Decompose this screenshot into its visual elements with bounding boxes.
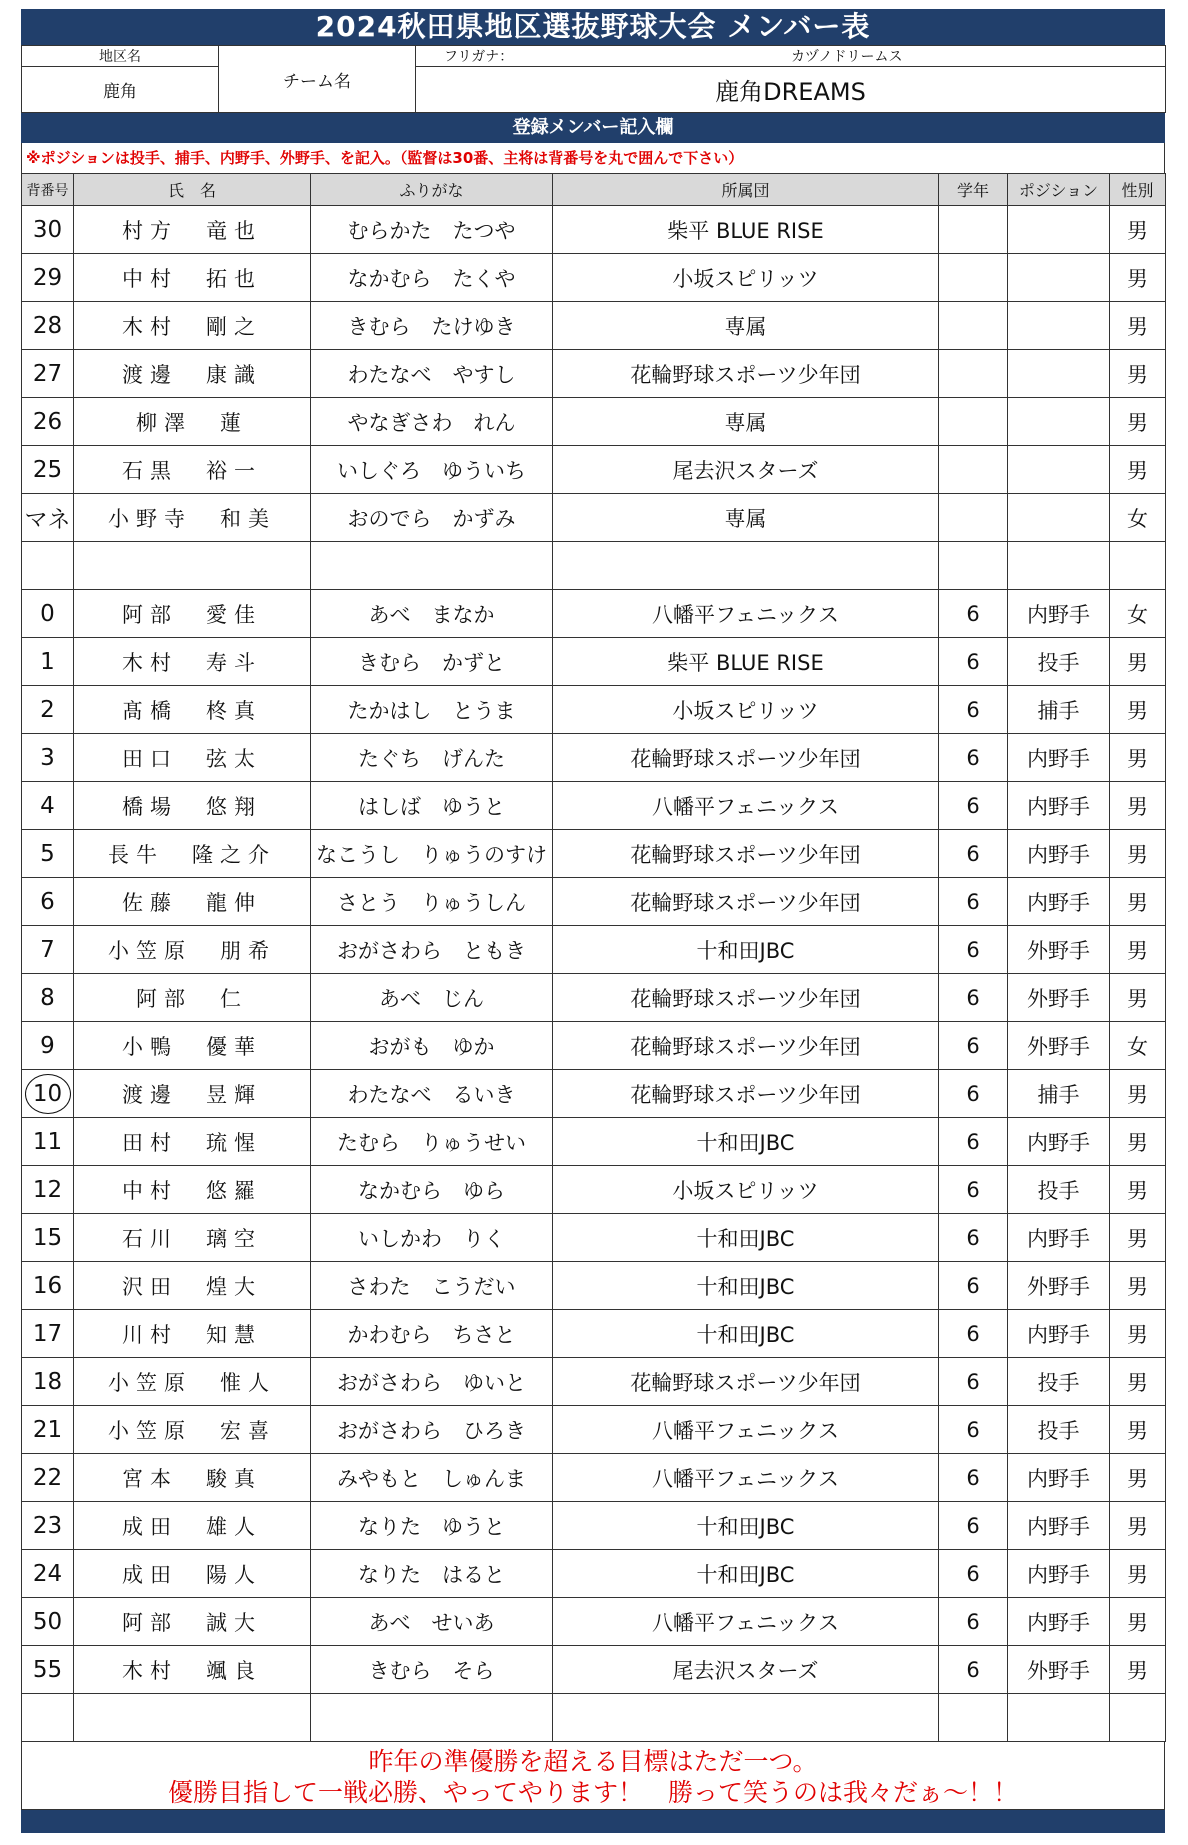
member-row xyxy=(22,1502,1166,1550)
furigana-label: フリガナ： xyxy=(444,49,514,65)
member-furigana: きむら たけゆき xyxy=(311,302,553,350)
member-grade: 6 xyxy=(939,1070,1008,1118)
member-name: 石川 璃空 xyxy=(74,1214,311,1262)
member-name: 沢田 煌大 xyxy=(74,1262,311,1310)
member-grade: 6 xyxy=(939,1598,1008,1646)
member-team: 十和田JBC xyxy=(553,1550,939,1598)
member-number: 17 xyxy=(22,1310,74,1358)
member-name: 川村 知慧 xyxy=(74,1310,311,1358)
member-team: 専属 xyxy=(553,302,939,350)
member-row xyxy=(22,1166,1166,1214)
member-grade xyxy=(939,206,1008,254)
col-name: 氏 名 xyxy=(74,174,311,206)
member-grade xyxy=(939,446,1008,494)
team-info-table xyxy=(21,45,1166,113)
member-row xyxy=(22,1406,1166,1454)
member-gender: 男 xyxy=(1110,398,1166,446)
member-grade xyxy=(939,1694,1008,1742)
furigana-value: カヅノドリームス xyxy=(791,49,903,65)
member-gender xyxy=(1110,1694,1166,1742)
member-furigana: おがも ゆか xyxy=(311,1022,553,1070)
member-team: 十和田JBC xyxy=(553,1118,939,1166)
member-position xyxy=(1008,1694,1110,1742)
member-furigana: わたなべ るいき xyxy=(311,1070,553,1118)
member-team: 十和田JBC xyxy=(553,1262,939,1310)
member-team: 花輪野球スポーツ少年団 xyxy=(553,350,939,398)
member-number: 7 xyxy=(22,926,74,974)
member-row xyxy=(22,302,1166,350)
member-gender: 男 xyxy=(1110,350,1166,398)
member-row xyxy=(22,542,1166,590)
member-number: 30 xyxy=(22,206,74,254)
member-name: 木村 寿斗 xyxy=(74,638,311,686)
member-name: 阿部 仁 xyxy=(74,974,311,1022)
member-team: 十和田JBC xyxy=(553,1214,939,1262)
member-row xyxy=(22,782,1166,830)
member-number: 23 xyxy=(22,1502,74,1550)
member-team: 八幡平フェニックス xyxy=(553,1406,939,1454)
member-team: 花輪野球スポーツ少年団 xyxy=(553,734,939,782)
member-position: 内野手 xyxy=(1008,782,1110,830)
furigana-cell xyxy=(416,46,1166,67)
member-gender: 男 xyxy=(1110,1502,1166,1550)
member-team: 花輪野球スポーツ少年団 xyxy=(553,1358,939,1406)
member-gender: 男 xyxy=(1110,1070,1166,1118)
member-furigana: きむら そら xyxy=(311,1646,553,1694)
member-grade: 6 xyxy=(939,1406,1008,1454)
member-furigana: なりた ゆうと xyxy=(311,1502,553,1550)
team-name-value: 鹿角DREAMS xyxy=(416,67,1166,113)
member-number: 1 xyxy=(22,638,74,686)
member-furigana: あべ まなか xyxy=(311,590,553,638)
member-name: 木村 颯良 xyxy=(74,1646,311,1694)
member-gender: 男 xyxy=(1110,1166,1166,1214)
member-team: 花輪野球スポーツ少年団 xyxy=(553,878,939,926)
member-number: 55 xyxy=(22,1646,74,1694)
member-name: 成田 雄人 xyxy=(74,1502,311,1550)
member-grade: 6 xyxy=(939,1502,1008,1550)
member-gender: 男 xyxy=(1110,206,1166,254)
member-number: 29 xyxy=(22,254,74,302)
member-grade: 6 xyxy=(939,926,1008,974)
member-number: 27 xyxy=(22,350,74,398)
member-name: 中村 拓也 xyxy=(74,254,311,302)
member-name: 橋場 悠翔 xyxy=(74,782,311,830)
member-position: 内野手 xyxy=(1008,734,1110,782)
member-furigana: かわむら ちさと xyxy=(311,1310,553,1358)
member-name xyxy=(74,1694,311,1742)
member-grade: 6 xyxy=(939,1262,1008,1310)
member-gender: 男 xyxy=(1110,1406,1166,1454)
member-gender: 男 xyxy=(1110,1454,1166,1502)
member-name: 宮本 駿真 xyxy=(74,1454,311,1502)
member-number: 5 xyxy=(22,830,74,878)
member-gender: 男 xyxy=(1110,878,1166,926)
member-gender: 女 xyxy=(1110,590,1166,638)
col-grade: 学年 xyxy=(939,174,1008,206)
member-team: 専属 xyxy=(553,398,939,446)
member-team: 八幡平フェニックス xyxy=(553,782,939,830)
member-number: 26 xyxy=(22,398,74,446)
member-number: 22 xyxy=(22,1454,74,1502)
district-value: 鹿角 xyxy=(22,67,219,113)
member-number: 12 xyxy=(22,1166,74,1214)
position-note: ※ポジションは投手、捕手、内野手、外野手、を記入。（監督は30番、主将は背番号を丸で囲んで下さい） xyxy=(21,143,1165,173)
member-position: 投手 xyxy=(1008,1166,1110,1214)
member-gender: 男 xyxy=(1110,446,1166,494)
member-row xyxy=(22,254,1166,302)
member-number xyxy=(22,542,74,590)
member-gender: 男 xyxy=(1110,302,1166,350)
member-grade: 6 xyxy=(939,1454,1008,1502)
member-name: 成田 陽人 xyxy=(74,1550,311,1598)
member-furigana: おがさわら ともき xyxy=(311,926,553,974)
member-team: 花輪野球スポーツ少年団 xyxy=(553,830,939,878)
member-position: 内野手 xyxy=(1008,1502,1110,1550)
sheet-title: 2024秋田県地区選抜野球大会 メンバー表 xyxy=(21,9,1165,45)
member-grade: 6 xyxy=(939,734,1008,782)
message-line-2: 優勝目指して一戦必勝、やってやります！ 勝って笑うのは我々だぁ～！！ xyxy=(167,1778,1018,1807)
member-grade xyxy=(939,494,1008,542)
col-furigana: ふりがな xyxy=(311,174,553,206)
member-name: 小笠原 惟人 xyxy=(74,1358,311,1406)
member-row xyxy=(22,1118,1166,1166)
member-gender: 女 xyxy=(1110,1022,1166,1070)
member-furigana: おがさわら ゆいと xyxy=(311,1358,553,1406)
member-grade: 6 xyxy=(939,590,1008,638)
member-gender: 男 xyxy=(1110,734,1166,782)
member-position: 内野手 xyxy=(1008,1310,1110,1358)
member-grade: 6 xyxy=(939,830,1008,878)
member-position xyxy=(1008,254,1110,302)
member-row xyxy=(22,830,1166,878)
member-position: 捕手 xyxy=(1008,686,1110,734)
member-grade: 6 xyxy=(939,1118,1008,1166)
member-row xyxy=(22,734,1166,782)
member-gender: 男 xyxy=(1110,1262,1166,1310)
team-label: チーム名 xyxy=(219,46,416,113)
member-furigana: やなぎさわ れん xyxy=(311,398,553,446)
member-grade xyxy=(939,254,1008,302)
member-team: 花輪野球スポーツ少年団 xyxy=(553,1070,939,1118)
member-furigana xyxy=(311,1694,553,1742)
member-grade xyxy=(939,542,1008,590)
member-furigana: なりた はると xyxy=(311,1550,553,1598)
column-header-row xyxy=(22,174,1166,206)
member-table xyxy=(21,173,1166,1742)
member-grade: 6 xyxy=(939,686,1008,734)
member-gender: 男 xyxy=(1110,638,1166,686)
member-position: 捕手 xyxy=(1008,1070,1110,1118)
member-name: 小笠原 宏喜 xyxy=(74,1406,311,1454)
member-position xyxy=(1008,542,1110,590)
member-row xyxy=(22,590,1166,638)
member-name: 中村 悠羅 xyxy=(74,1166,311,1214)
member-name: 田村 琉惺 xyxy=(74,1118,311,1166)
member-furigana: なこうし りゅうのすけ xyxy=(311,830,553,878)
registration-header: 登録メンバー記入欄 xyxy=(21,113,1165,143)
member-furigana: さわた こうだい xyxy=(311,1262,553,1310)
member-name: 渡邊 康識 xyxy=(74,350,311,398)
member-grade: 6 xyxy=(939,1214,1008,1262)
member-team: 小坂スピリッツ xyxy=(553,686,939,734)
member-number: 18 xyxy=(22,1358,74,1406)
member-team: 八幡平フェニックス xyxy=(553,1454,939,1502)
member-row xyxy=(22,974,1166,1022)
member-row xyxy=(22,1022,1166,1070)
member-number: 28 xyxy=(22,302,74,350)
member-number: 2 xyxy=(22,686,74,734)
member-gender: 男 xyxy=(1110,1310,1166,1358)
member-gender: 男 xyxy=(1110,686,1166,734)
member-grade: 6 xyxy=(939,1550,1008,1598)
member-number: 15 xyxy=(22,1214,74,1262)
member-position: 内野手 xyxy=(1008,590,1110,638)
member-gender: 男 xyxy=(1110,1214,1166,1262)
member-team: 花輪野球スポーツ少年団 xyxy=(553,974,939,1022)
member-row xyxy=(22,446,1166,494)
member-furigana: むらかた たつや xyxy=(311,206,553,254)
member-position: 外野手 xyxy=(1008,1022,1110,1070)
member-number xyxy=(22,1694,74,1742)
member-row xyxy=(22,398,1166,446)
member-team xyxy=(553,1694,939,1742)
member-row xyxy=(22,350,1166,398)
member-position xyxy=(1008,350,1110,398)
member-furigana: いしぐろ ゆういち xyxy=(311,446,553,494)
member-number xyxy=(22,1070,74,1118)
member-furigana: おがさわら ひろき xyxy=(311,1406,553,1454)
member-team: 八幡平フェニックス xyxy=(553,1598,939,1646)
member-grade: 6 xyxy=(939,782,1008,830)
member-row xyxy=(22,1646,1166,1694)
member-team: 尾去沢スターズ xyxy=(553,1646,939,1694)
member-position xyxy=(1008,206,1110,254)
captain-number-circle: 10 xyxy=(25,1074,71,1114)
member-row xyxy=(22,686,1166,734)
member-gender: 男 xyxy=(1110,974,1166,1022)
member-name: 阿部 愛佳 xyxy=(74,590,311,638)
member-team xyxy=(553,542,939,590)
member-row xyxy=(22,1550,1166,1598)
district-label: 地区名 xyxy=(22,46,219,67)
member-grade xyxy=(939,350,1008,398)
member-team: 小坂スピリッツ xyxy=(553,254,939,302)
member-gender: 男 xyxy=(1110,830,1166,878)
member-number: 8 xyxy=(22,974,74,1022)
member-furigana: たぐち げんた xyxy=(311,734,553,782)
member-gender: 女 xyxy=(1110,494,1166,542)
member-team: 花輪野球スポーツ少年団 xyxy=(553,1022,939,1070)
member-furigana: たむら りゅうせい xyxy=(311,1118,553,1166)
member-position: 内野手 xyxy=(1008,1550,1110,1598)
member-number: 16 xyxy=(22,1262,74,1310)
member-row xyxy=(22,926,1166,974)
member-name: 髙橋 柊真 xyxy=(74,686,311,734)
member-number: 24 xyxy=(22,1550,74,1598)
member-gender: 男 xyxy=(1110,1598,1166,1646)
member-team: 小坂スピリッツ xyxy=(553,1166,939,1214)
member-name: 佐藤 龍伸 xyxy=(74,878,311,926)
member-grade: 6 xyxy=(939,1358,1008,1406)
member-position: 内野手 xyxy=(1008,1598,1110,1646)
member-grade: 6 xyxy=(939,1646,1008,1694)
member-grade: 6 xyxy=(939,1310,1008,1358)
member-team: 専属 xyxy=(553,494,939,542)
member-furigana: わたなべ やすし xyxy=(311,350,553,398)
member-row xyxy=(22,1310,1166,1358)
member-row xyxy=(22,1262,1166,1310)
col-gender: 性別 xyxy=(1110,174,1166,206)
member-row xyxy=(22,1694,1166,1742)
member-number: マネ xyxy=(22,494,74,542)
member-furigana: なかむら ゆら xyxy=(311,1166,553,1214)
member-grade: 6 xyxy=(939,1166,1008,1214)
member-number: 25 xyxy=(22,446,74,494)
member-number: 21 xyxy=(22,1406,74,1454)
member-name: 小笠原 朋希 xyxy=(74,926,311,974)
member-grade: 6 xyxy=(939,1022,1008,1070)
member-position: 投手 xyxy=(1008,638,1110,686)
member-row xyxy=(22,638,1166,686)
member-position: 外野手 xyxy=(1008,1262,1110,1310)
member-row xyxy=(22,1598,1166,1646)
member-position xyxy=(1008,494,1110,542)
member-gender: 男 xyxy=(1110,1646,1166,1694)
member-number: 0 xyxy=(22,590,74,638)
member-gender: 男 xyxy=(1110,1118,1166,1166)
member-row xyxy=(22,1070,1166,1118)
member-team: 柴平 BLUE RISE xyxy=(553,638,939,686)
member-furigana: たかはし とうま xyxy=(311,686,553,734)
member-name: 村方 竜也 xyxy=(74,206,311,254)
member-position: 外野手 xyxy=(1008,974,1110,1022)
member-position: 外野手 xyxy=(1008,1646,1110,1694)
member-furigana: あべ じん xyxy=(311,974,553,1022)
member-gender: 男 xyxy=(1110,254,1166,302)
member-name xyxy=(74,542,311,590)
member-row xyxy=(22,1214,1166,1262)
member-grade xyxy=(939,398,1008,446)
member-position: 投手 xyxy=(1008,1358,1110,1406)
member-name: 渡邊 昱輝 xyxy=(74,1070,311,1118)
member-row xyxy=(22,1454,1166,1502)
member-team: 十和田JBC xyxy=(553,1502,939,1550)
team-message xyxy=(21,1742,1165,1810)
member-gender: 男 xyxy=(1110,1358,1166,1406)
member-furigana: きむら かずと xyxy=(311,638,553,686)
member-row xyxy=(22,878,1166,926)
member-grade xyxy=(939,302,1008,350)
member-name: 小鴨 優華 xyxy=(74,1022,311,1070)
member-gender: 男 xyxy=(1110,926,1166,974)
member-number: 3 xyxy=(22,734,74,782)
member-name: 木村 剛之 xyxy=(74,302,311,350)
member-gender: 男 xyxy=(1110,782,1166,830)
member-team: 十和田JBC xyxy=(553,926,939,974)
member-position: 投手 xyxy=(1008,1406,1110,1454)
member-furigana: さとう りゅうしん xyxy=(311,878,553,926)
member-position: 外野手 xyxy=(1008,926,1110,974)
member-number: 4 xyxy=(22,782,74,830)
message-line-1: 昨年の準優勝を超える目標はただ一つ。 xyxy=(368,1747,818,1776)
member-grade: 6 xyxy=(939,974,1008,1022)
member-furigana: いしかわ りく xyxy=(311,1214,553,1262)
member-grade: 6 xyxy=(939,638,1008,686)
member-team: 八幡平フェニックス xyxy=(553,590,939,638)
member-name: 小野寺 和美 xyxy=(74,494,311,542)
member-name: 石黒 裕一 xyxy=(74,446,311,494)
col-number: 背番号 xyxy=(22,174,74,206)
member-name: 柳澤 蓮 xyxy=(74,398,311,446)
member-team: 柴平 BLUE RISE xyxy=(553,206,939,254)
member-name: 阿部 誠大 xyxy=(74,1598,311,1646)
member-position xyxy=(1008,302,1110,350)
member-gender xyxy=(1110,542,1166,590)
member-furigana xyxy=(311,542,553,590)
member-position: 内野手 xyxy=(1008,878,1110,926)
member-number: 9 xyxy=(22,1022,74,1070)
member-position: 内野手 xyxy=(1008,1118,1110,1166)
member-number: 11 xyxy=(22,1118,74,1166)
member-number: 6 xyxy=(22,878,74,926)
member-furigana: おのでら かずみ xyxy=(311,494,553,542)
member-position xyxy=(1008,446,1110,494)
member-gender: 男 xyxy=(1110,1550,1166,1598)
member-number: 50 xyxy=(22,1598,74,1646)
member-name: 長牛 隆之介 xyxy=(74,830,311,878)
member-grade: 6 xyxy=(939,878,1008,926)
member-position: 内野手 xyxy=(1008,1214,1110,1262)
roster-sheet xyxy=(21,9,1165,1833)
member-furigana: みやもと しゅんま xyxy=(311,1454,553,1502)
member-name: 田口 弦太 xyxy=(74,734,311,782)
member-furigana: あべ せいあ xyxy=(311,1598,553,1646)
member-position: 内野手 xyxy=(1008,830,1110,878)
member-row xyxy=(22,494,1166,542)
member-furigana: なかむら たくや xyxy=(311,254,553,302)
member-row xyxy=(22,1358,1166,1406)
member-row xyxy=(22,206,1166,254)
col-team: 所属団 xyxy=(553,174,939,206)
member-team: 十和田JBC xyxy=(553,1310,939,1358)
member-team: 尾去沢スターズ xyxy=(553,446,939,494)
member-furigana: はしば ゆうと xyxy=(311,782,553,830)
footer-bar xyxy=(21,1810,1165,1833)
member-position xyxy=(1008,398,1110,446)
col-position: ポジション xyxy=(1008,174,1110,206)
member-position: 内野手 xyxy=(1008,1454,1110,1502)
